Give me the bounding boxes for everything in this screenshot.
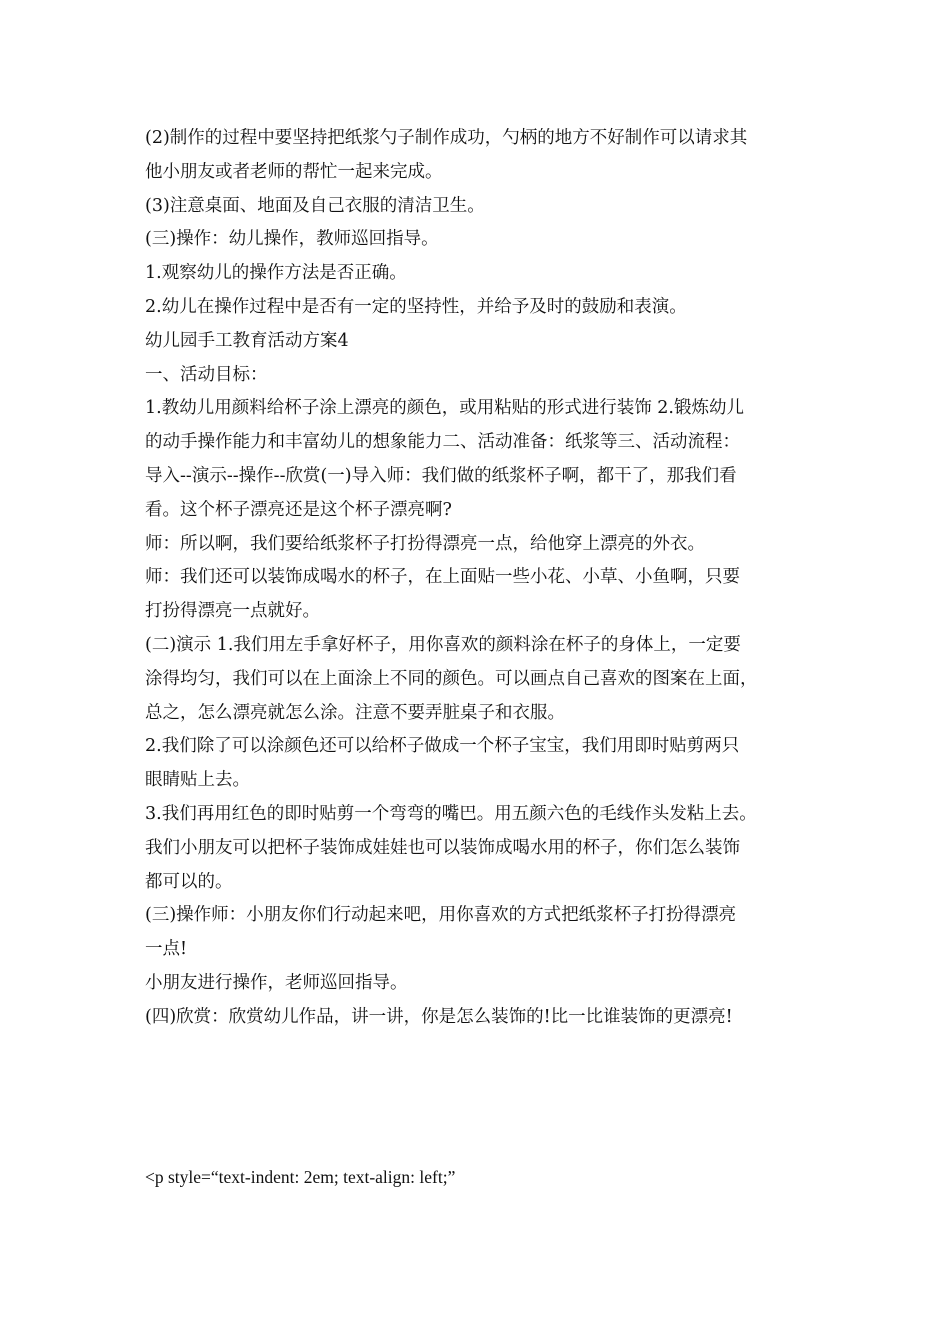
text-line: 一点!	[145, 939, 188, 960]
text-line: 2.我们除了可以涂颜色还可以给杯子做成一个杯子宝宝，我们用即时贴剪两只	[145, 736, 740, 757]
text-line: 的动手操作能力和丰富幼儿的想象能力二、活动准备：纸浆等三、活动流程：	[145, 432, 740, 453]
text-line: 看。这个杯子漂亮还是这个杯子漂亮啊?	[145, 499, 452, 520]
text-line: 一、活动目标：	[145, 364, 268, 385]
trailing-code-text: <p style=“text-indent: 2em; text-align: left;”	[145, 1167, 456, 1187]
text-line: (二)演示 1.我们用左手拿好杯子，用你喜欢的颜料涂在杯子的身体上，一定要	[145, 634, 741, 655]
text-line: (三)操作：幼儿操作，教师巡回指导。	[145, 229, 439, 250]
text-line: 他小朋友或者老师的帮忙一起来完成。	[145, 161, 443, 182]
text-line: (3)注意桌面、地面及自己衣服的清洁卫生。	[145, 195, 485, 216]
text-line: 小朋友进行操作，老师巡回指导。	[145, 972, 408, 993]
text-line: 1.教幼儿用颜料给杯子涂上漂亮的颜色，或用粘贴的形式进行装饰 2.锻炼幼儿	[145, 398, 744, 419]
text-line: 2.幼儿在操作过程中是否有一定的坚持性，并给予及时的鼓励和表演。	[145, 296, 687, 317]
text-line: (三)操作师：小朋友你们行动起来吧，用你喜欢的方式把纸浆杯子打扮得漂亮	[145, 905, 737, 926]
text-line: 打扮得漂亮一点就好。	[145, 601, 320, 622]
text-line: 1.观察幼儿的操作方法是否正确。	[145, 263, 407, 284]
text-line: 眼睛贴上去。	[145, 770, 250, 791]
section-title: 幼儿园手工教育活动方案4	[145, 330, 349, 351]
document-body	[145, 122, 820, 1035]
text-line: (四)欣赏：欣赏幼儿作品，讲一讲，你是怎么装饰的!比一比谁装饰的更漂亮!	[145, 1006, 733, 1027]
text-line: 都可以的。	[145, 871, 233, 892]
text-line: 师：我们还可以装饰成喝水的杯子，在上面贴一些小花、小草、小鱼啊，只要	[145, 567, 740, 588]
text-line: 总之，怎么漂亮就怎么涂。注意不要弄脏桌子和衣服。	[145, 702, 565, 723]
text-line: 涂得均匀，我们可以在上面涂上不同的颜色。可以画点自己喜欢的图案在上面，	[145, 668, 758, 689]
text-line: 师：所以啊，我们要给纸浆杯子打扮得漂亮一点，给他穿上漂亮的外衣。	[145, 533, 705, 554]
text-line: (2)制作的过程中要坚持把纸浆勺子制作成功，勺柄的地方不好制作可以请求其	[145, 128, 748, 148]
text-line: 导入--演示--操作--欣赏(一)导入师：我们做的纸浆杯子啊，都干了，那我们看	[145, 465, 737, 486]
text-line: 3.我们再用红色的即时贴剪一个弯弯的嘴巴。用五颜六色的毛线作头发粘上去。	[145, 803, 757, 824]
text-line: 我们小朋友可以把杯子装饰成娃娃也可以装饰成喝水用的杯子，你们怎么装饰	[145, 837, 740, 858]
